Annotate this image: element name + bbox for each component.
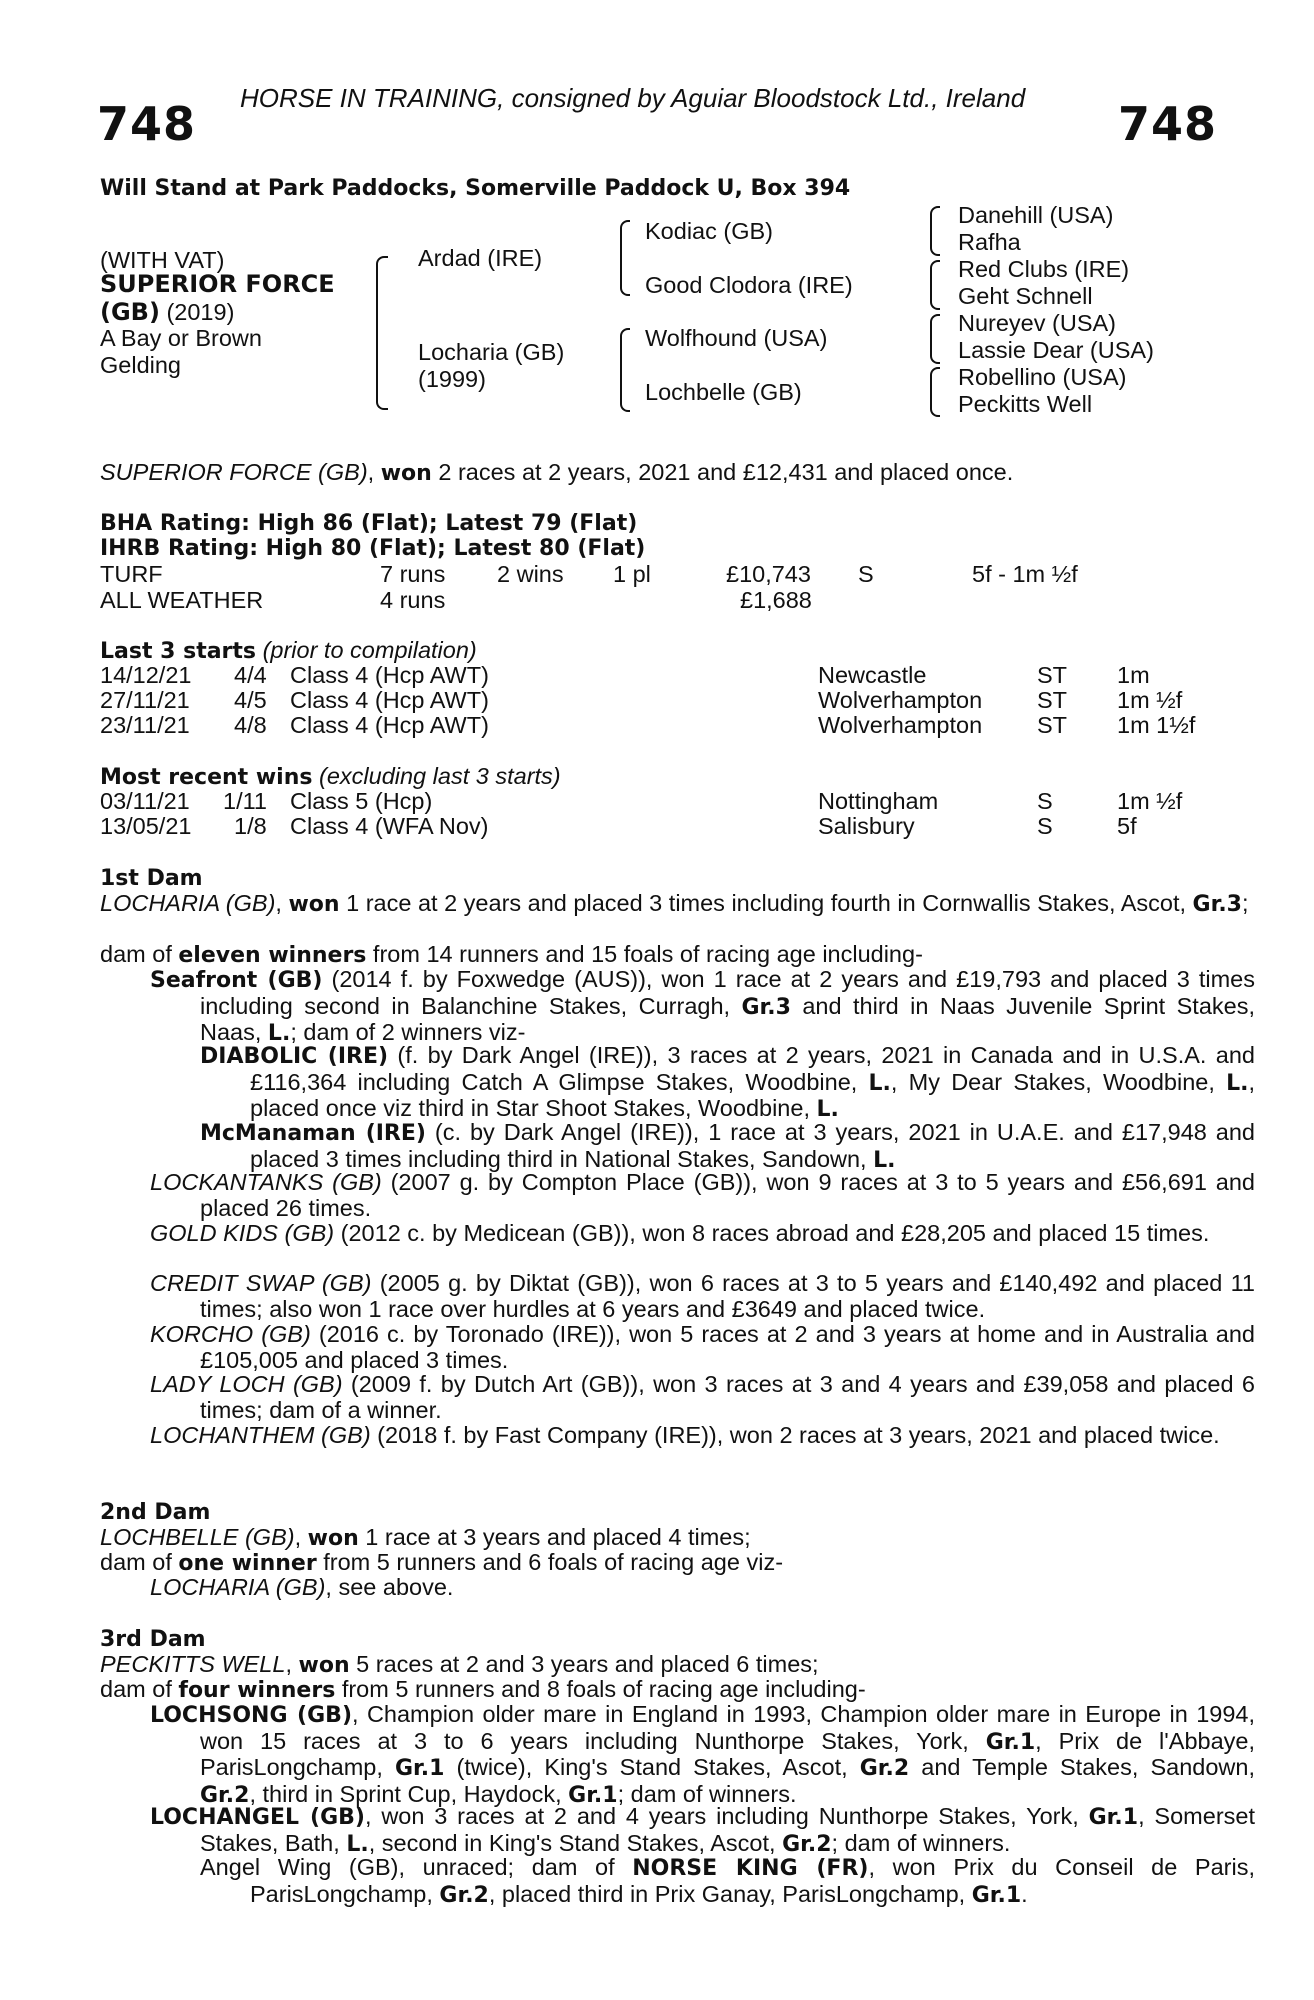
mcmanaman-entry	[200, 1120, 1255, 1173]
ihrb-rating: IHRB Rating: High 80 (Flat); Latest 80 (Flat)	[100, 536, 646, 561]
lochsong-text-e: , third in Sprint Cup, Haydock,	[249, 1780, 569, 1807]
lochsong-grade-3: Gr.2	[859, 1756, 910, 1781]
lochangel-text-d: ; dam of winners.	[831, 1829, 1011, 1856]
pedigree-sire: Ardad (IRE)	[418, 245, 543, 271]
recent-date: 03/11/21	[100, 788, 190, 814]
angelwing-text-d: .	[1021, 1880, 1028, 1907]
diabolic-entry	[200, 1043, 1255, 1123]
last3-distance: 1m ½f	[1117, 687, 1183, 713]
summary-won: won	[380, 461, 432, 486]
dam1-heading: 1st Dam	[100, 866, 203, 891]
last3-going: ST	[1037, 687, 1068, 713]
korcho-text: (2016 c. by Toronado (IRE)), won 5 races at 2 and 3 years at home and in Australia and £105,005 and placed 3 times.	[200, 1321, 1255, 1373]
lochsong-text-d: and Temple Stakes, Sandown,	[909, 1754, 1255, 1780]
seafront-listed: L.	[267, 1021, 291, 1046]
last3-distance: 1m	[1117, 662, 1150, 688]
last3-title: Last 3 starts	[100, 639, 257, 664]
goldkids-entry	[150, 1221, 1255, 1247]
dam3-name: PECKITTS WELL	[100, 1651, 286, 1677]
lochangel-grade-1: Gr.1	[1088, 1805, 1139, 1830]
lochsong-text-b: , Prix de l'Abbaye, ParisLongchamp,	[200, 1727, 1255, 1780]
dam1-produce	[100, 942, 923, 969]
last3-pos: 4/4	[234, 662, 267, 688]
pedigree-g3: Red Clubs (IRE)	[958, 256, 1130, 282]
recent-date: 13/05/21	[100, 813, 192, 839]
diabolic-listed-2: L.	[1226, 1070, 1249, 1096]
dam3-produce	[100, 1677, 866, 1704]
recent-pos: 1/11	[223, 788, 267, 814]
seafront-text-b: and third in Naas Juvenile Sprint Stakes, Naas,	[200, 992, 1255, 1045]
summary-rest: 2 races at 2 years, 2021 and £12,431 and placed once.	[431, 459, 1014, 485]
last3-date: 27/11/21	[100, 687, 190, 713]
dam1-record: LOCHARIA (GB), won 1 race at 2 years and placed 3 times including fourth in Cornwallis Stakes, Ascot, Gr.3;	[100, 890, 1249, 917]
lochsong-grade-2: Gr.1	[394, 1756, 445, 1781]
seafront-text-a: (2014 f. by Foxwedge (AUS)), won 1 race at 2 years and £19,793 and placed 3 times including second in Balanchine Stakes, Curragh,	[200, 966, 1255, 1019]
turf-wins: 2 wins	[497, 561, 564, 587]
recent-pos: 1/8	[234, 813, 267, 839]
stabling-location: Will Stand at Park Paddocks, Somerville Paddock U, Box 394	[100, 176, 851, 201]
recent-distance: 1m ½f	[1117, 788, 1183, 814]
korcho-name: KORCHO (GB)	[150, 1321, 311, 1347]
turf-placed: 1 pl	[613, 561, 651, 587]
pedigree-dam-sire: Wolfhound (USA)	[645, 325, 828, 351]
lochanthem-entry	[150, 1423, 1255, 1449]
last3-class: Class 4 (Hcp AWT)	[290, 687, 489, 713]
dam1-record-text: 1 race at 2 years and placed 3 times including fourth in Cornwallis Stakes, Ascot,	[339, 890, 1193, 916]
mcmanaman-listed: L.	[873, 1147, 896, 1173]
seafront-text-c: ; dam of 2 winners viz-	[290, 1019, 526, 1045]
recent-title: Most recent wins	[100, 765, 313, 790]
dam1-grade: Gr.3	[1192, 892, 1242, 917]
angelwing-grade-2: Gr.1	[971, 1882, 1022, 1908]
last3-going: ST	[1037, 662, 1068, 688]
dam2-produce-winners: one winner	[178, 1551, 317, 1576]
lochsong-text-c: (twice), King's Stand Stakes, Ascot,	[444, 1754, 860, 1780]
last3-note: (prior to compilation)	[262, 637, 477, 663]
dam1-won: won	[288, 892, 340, 917]
vat-note: (WITH VAT)	[100, 247, 225, 273]
diabolic-text-a: (f. by Dark Angel (IRE)), 3 races at 2 years, 2021 in Canada and in U.S.A. and £116,364 including Catch A Glimpse Stakes, Woodbine,	[250, 1042, 1255, 1095]
lochanthem-name: LOCHANTHEM (GB)	[150, 1422, 371, 1448]
ladyloch-text: (2009 f. by Dutch Art (GB)), won 3 races at 3 and 4 years and £39,058 and placed 6 times; dam of a winner.	[200, 1371, 1255, 1423]
lochangel-entry	[150, 1804, 1255, 1857]
lot-number-right: 748	[1118, 97, 1218, 151]
mcmanaman-name: McManaman (IRE)	[200, 1121, 426, 1146]
diabolic-name: DIABOLIC (IRE)	[200, 1044, 389, 1069]
consignor-title: HORSE IN TRAINING, consigned by Aguiar Bloodstock Ltd., Ireland	[240, 83, 1026, 113]
pedigree-g6: Lassie Dear (USA)	[958, 337, 1154, 363]
recent-class: Class 5 (Hcp)	[290, 788, 433, 814]
dam1-produce-winners: eleven winners	[178, 943, 367, 968]
aw-runs: 4 runs	[380, 587, 446, 613]
turf-earnings: £10,743	[726, 561, 811, 587]
turf-runs: 7 runs	[380, 561, 446, 587]
recent-class: Class 4 (WFA Nov)	[290, 813, 489, 839]
recent-course: Nottingham	[818, 788, 939, 814]
lochsong-entry	[150, 1702, 1255, 1808]
diabolic-listed-3: L.	[816, 1097, 839, 1122]
pedigree-brace-g2	[930, 260, 940, 310]
angelwing-text-b: , won Prix du Conseil de Paris, ParisLongchamp,	[250, 1854, 1256, 1907]
recent-course: Salisbury	[818, 813, 915, 839]
horse-description-1: A Bay or Brown	[100, 325, 262, 351]
pedigree-g1: Danehill (USA)	[958, 202, 1114, 228]
recent-distance: 5f	[1117, 813, 1137, 839]
dam3-produce-c: from 5 runners and 8 foals of racing age including-	[335, 1676, 866, 1702]
pedigree-g7: Robellino (USA)	[958, 364, 1127, 390]
pedigree-brace-main	[376, 256, 388, 410]
lot-number-left: 748	[97, 97, 197, 151]
dam2-produce	[100, 1550, 783, 1577]
horse-origin-year	[100, 300, 234, 326]
dam2-record: LOCHBELLE (GB), won 1 race at 3 years and placed 4 times;	[100, 1524, 751, 1551]
diabolic-listed-1: L.	[868, 1070, 891, 1096]
lochsong-text-f: ; dam of winners.	[617, 1780, 797, 1807]
creditswap-entry	[150, 1271, 1255, 1322]
last3-pos: 4/8	[234, 712, 267, 738]
last3-class: Class 4 (Hcp AWT)	[290, 712, 489, 738]
lochsong-grade-4: Gr.2	[200, 1782, 250, 1808]
lockantanks-text: (2007 g. by Compton Place (GB)), won 9 races at 3 to 5 years and £56,691 and placed 26 times.	[200, 1169, 1255, 1221]
horse-year: (2019)	[166, 299, 235, 325]
ladyloch-entry	[150, 1372, 1255, 1423]
lochangel-text-a: , won 3 races at 2 and 4 years including Nunthorpe Stakes, York,	[364, 1803, 1089, 1829]
summary-name: SUPERIOR FORCE (GB)	[100, 459, 368, 485]
dam1-produce-c: from 14 runners and 15 foals of racing age including-	[366, 941, 923, 967]
dam3-heading: 3rd Dam	[100, 1627, 206, 1652]
dam2-offspring	[150, 1575, 453, 1601]
race-summary: SUPERIOR FORCE (GB), won 2 races at 2 years, 2021 and £12,431 and placed once.	[100, 459, 1014, 486]
last3-class: Class 4 (Hcp AWT)	[290, 662, 489, 688]
creditswap-name: CREDIT SWAP (GB)	[150, 1270, 372, 1296]
angelwing-text-a: Angel Wing (GB), unraced; dam of	[200, 1854, 633, 1880]
pedigree-brace-dam	[620, 328, 630, 412]
angelwing-entry	[200, 1855, 1255, 1908]
ladyloch-name: LADY LOCH (GB)	[150, 1371, 343, 1397]
dam3-produce-a: dam of	[100, 1676, 179, 1702]
goldkids-name: GOLD KIDS (GB)	[150, 1220, 335, 1246]
dam2-offspring-name: LOCHARIA (GB)	[150, 1574, 326, 1600]
mcmanaman-text: (c. by Dark Angel (IRE)), 1 race at 3 years, 2021 in U.A.E. and £17,948 and placed 3 times including third in National Stakes, Sandown,	[250, 1119, 1255, 1172]
lockantanks-entry	[150, 1170, 1255, 1221]
lochanthem-text: (2018 f. by Fast Company (IRE)), won 2 races at 3 years, 2021 and placed twice.	[370, 1422, 1220, 1448]
pedigree-brace-g1	[930, 206, 940, 256]
dam1-record-end: ;	[1241, 890, 1249, 916]
last3-date: 14/12/21	[100, 662, 192, 688]
dam3-record-text: 5 races at 2 and 3 years and placed 6 times;	[349, 1651, 819, 1677]
aw-label: ALL WEATHER	[100, 587, 264, 613]
norseking-name: NORSE KING (FR)	[632, 1856, 869, 1881]
lochsong-name: LOCHSONG (GB)	[150, 1703, 352, 1728]
pedigree-dam: Locharia (GB)	[418, 339, 565, 365]
lockantanks-name: LOCKANTANKS (GB)	[150, 1169, 382, 1195]
last3-course: Wolverhampton	[818, 687, 983, 713]
dam3-record: PECKITTS WELL, won 5 races at 2 and 3 years and placed 6 times;	[100, 1651, 819, 1678]
dam2-produce-c: from 5 runners and 6 foals of racing age viz-	[316, 1549, 784, 1575]
turf-distance: 5f - 1m ½f	[972, 561, 1078, 587]
recent-heading	[100, 764, 561, 791]
last3-going: ST	[1037, 712, 1068, 738]
lochangel-grade-2: Gr.2	[782, 1831, 832, 1857]
aw-earnings: £1,688	[740, 587, 812, 613]
goldkids-text: (2012 c. by Medicean (GB)), won 8 races abroad and £28,205 and placed 15 times.	[334, 1220, 1210, 1246]
korcho-entry	[150, 1322, 1255, 1373]
dam1-name: LOCHARIA (GB)	[100, 890, 276, 916]
lochsong-grade-1: Gr.1	[985, 1729, 1036, 1755]
pedigree-brace-g4	[930, 367, 940, 417]
seafront-name: Seafront (GB)	[150, 968, 323, 993]
last3-course: Wolverhampton	[818, 712, 983, 738]
recent-note: (excluding last 3 starts)	[319, 763, 561, 789]
dam2-record-text: 1 race at 3 years and placed 4 times;	[358, 1524, 751, 1550]
creditswap-text: (2005 g. by Diktat (GB)), won 6 races at 3 to 5 years and £140,492 and placed 11 times; also won 1 race over hurdles at 6 years and £3649 and placed twice.	[200, 1270, 1255, 1322]
diabolic-text-b: , My Dear Stakes, Woodbine,	[890, 1068, 1227, 1095]
seafront-entry	[150, 967, 1255, 1047]
pedigree-sire-sire: Kodiac (GB)	[645, 218, 773, 244]
lochangel-name: LOCHANGEL (GB)	[150, 1805, 365, 1830]
pedigree-brace-sire	[620, 220, 630, 296]
dam1-produce-a: dam of	[100, 941, 179, 967]
seafront-grade: Gr.3	[741, 994, 791, 1020]
recent-going: S	[1037, 813, 1053, 839]
lochsong-grade-5: Gr.1	[568, 1782, 618, 1808]
pedigree-g2: Rafha	[958, 229, 1021, 255]
last3-distance: 1m 1½f	[1117, 712, 1196, 738]
lochangel-listed: L.	[346, 1831, 369, 1857]
pedigree-g4: Geht Schnell	[958, 283, 1093, 309]
turf-going: S	[858, 561, 874, 587]
horse-origin: (GB)	[100, 298, 160, 326]
pedigree-sire-dam: Good Clodora (IRE)	[645, 272, 853, 298]
angelwing-text-c: , placed third in Prix Ganay, ParisLongchamp,	[488, 1880, 972, 1907]
dam3-produce-winners: four winners	[178, 1678, 336, 1703]
dam2-heading: 2nd Dam	[100, 1500, 211, 1525]
turf-label: TURF	[100, 561, 163, 587]
lochsong-text-a: , Champion older mare in England in 1993, Champion older mare in Europe in 1994, won 15 races at 3 to 6 years including Nunthorpe Stakes, York,	[200, 1701, 1255, 1754]
recent-going: S	[1037, 788, 1053, 814]
dam2-produce-a: dam of	[100, 1549, 179, 1575]
angelwing-grade-1: Gr.2	[439, 1882, 489, 1908]
dam2-offspring-text: , see above.	[325, 1574, 454, 1600]
bha-rating: BHA Rating: High 86 (Flat); Latest 79 (Flat)	[100, 511, 638, 536]
pedigree-g8: Peckitts Well	[958, 391, 1093, 417]
lochangel-text-c: , second in King's Stand Stakes, Ascot,	[368, 1829, 783, 1856]
dam2-won: won	[307, 1526, 359, 1551]
last3-heading	[100, 638, 477, 665]
last3-course: Newcastle	[818, 662, 927, 688]
pedigree-g5: Nureyev (USA)	[958, 310, 1117, 336]
pedigree-dam-year: (1999)	[418, 366, 486, 392]
pedigree-brace-g3	[930, 314, 940, 364]
diabolic-text-c: , placed once viz third in Star Shoot Stakes, Woodbine,	[250, 1068, 1256, 1121]
dam3-won: won	[298, 1653, 350, 1678]
horse-description-2: Gelding	[100, 352, 181, 378]
horse-name: SUPERIOR FORCE	[100, 270, 335, 298]
pedigree-dam-dam: Lochbelle (GB)	[645, 379, 802, 405]
lochangel-text-b: , Somerset Stakes, Bath,	[200, 1803, 1255, 1856]
last3-date: 23/11/21	[100, 712, 190, 738]
last3-pos: 4/5	[234, 687, 267, 713]
dam2-name: LOCHBELLE (GB)	[100, 1524, 295, 1550]
